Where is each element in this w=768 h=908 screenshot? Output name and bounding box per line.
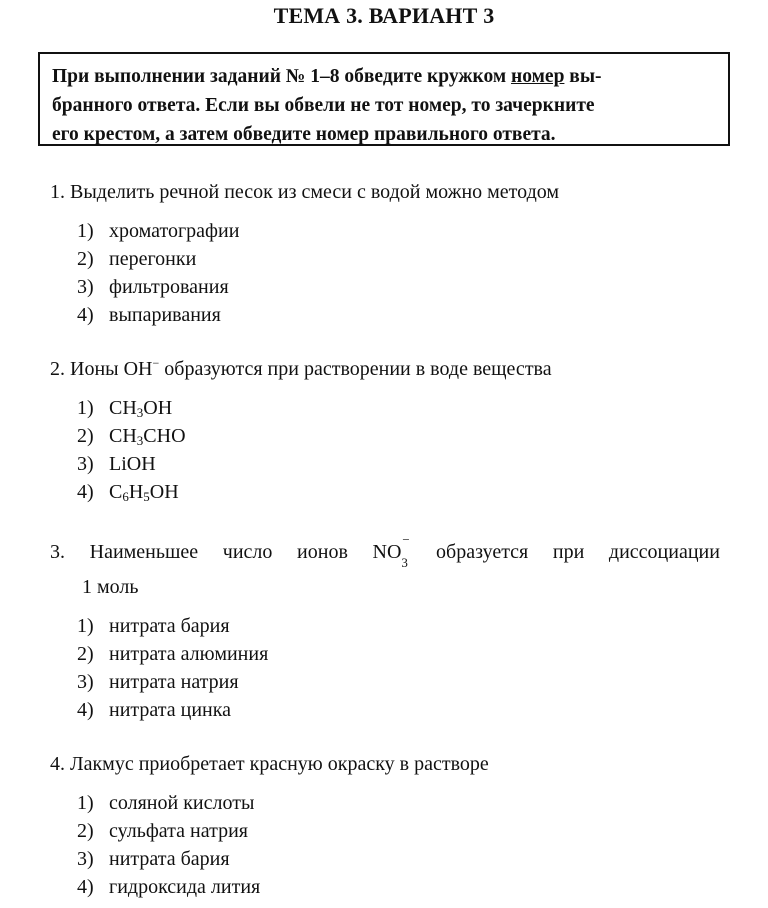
option-text: нитрата бария <box>109 848 230 870</box>
option-text: нитрата цинка <box>109 699 232 721</box>
formula-part: H <box>128 481 144 503</box>
ion-subscript: 3 <box>401 555 408 570</box>
option-number: 2) <box>77 643 94 665</box>
answer-option[interactable] <box>77 422 186 450</box>
answer-option[interactable] <box>77 217 239 245</box>
answer-option[interactable] <box>77 394 186 422</box>
option-text: нитрата натрия <box>109 671 239 693</box>
option-text: хроматографии <box>109 220 240 242</box>
answer-option[interactable] <box>77 817 260 845</box>
option-number: 4) <box>77 699 94 721</box>
ion-charge: − <box>402 532 410 547</box>
answer-option[interactable] <box>77 873 260 901</box>
formula-part: CHO <box>143 425 186 447</box>
answer-option[interactable] <box>77 696 268 724</box>
question-4: 4. Лакмус приобретает красную окраску в растворе <box>50 753 489 775</box>
question-4-options <box>77 789 260 901</box>
option-text: нитрата алюминия <box>109 643 269 665</box>
formula-subscript: 5 <box>143 489 150 504</box>
nitrate-ion-formula <box>372 532 412 570</box>
formula-part: C <box>109 481 123 503</box>
answer-option[interactable] <box>77 273 239 301</box>
question-word: диссоциации <box>608 541 720 563</box>
option-number: 1) <box>77 792 94 814</box>
question-word: при <box>552 541 585 563</box>
option-text: нитрата бария <box>109 615 230 637</box>
answer-option[interactable] <box>77 845 260 873</box>
formula-part: LiOH <box>109 453 156 475</box>
option-number: 1) <box>77 397 94 419</box>
question-3-line-2: 1 моль <box>82 576 139 598</box>
option-number: 2) <box>77 820 94 842</box>
option-text: сульфата натрия <box>109 820 248 842</box>
instruction-line-3: его крестом, а затем обведите номер правильного ответа. <box>52 124 556 145</box>
ion-indices <box>401 532 411 570</box>
instruction-underlined-word: номер <box>511 66 565 87</box>
question-text: образуются при растворении в воде вещества <box>159 358 552 380</box>
question-2 <box>50 358 552 381</box>
formula-subscript: 6 <box>122 489 129 504</box>
instruction-text: вы- <box>564 66 602 87</box>
option-number: 4) <box>77 481 94 503</box>
option-number: 3) <box>77 453 94 475</box>
instruction-line-2: бранного ответа. Если вы обвели не тот номер, то зачеркните <box>52 95 595 116</box>
answer-option[interactable] <box>77 668 268 696</box>
answer-option[interactable] <box>77 612 268 640</box>
instruction-box <box>38 52 730 146</box>
question-text: 2. Ионы OH <box>50 358 153 380</box>
option-number: 3) <box>77 848 94 870</box>
answer-option[interactable] <box>77 478 186 506</box>
option-number: 1) <box>77 220 94 242</box>
question-3 <box>50 532 720 570</box>
question-1-options <box>77 217 239 329</box>
formula-subscript: 3 <box>136 405 144 420</box>
formula-part: OH <box>149 481 179 503</box>
formula-part: CH <box>109 397 137 419</box>
answer-option[interactable] <box>77 245 239 273</box>
question-2-options <box>77 394 186 506</box>
instruction-text: При выполнении заданий № 1–8 обведите кружком <box>52 66 512 87</box>
instruction-line-1 <box>52 62 718 91</box>
option-number: 3) <box>77 671 94 693</box>
question-word: число <box>222 541 273 563</box>
option-text: перегонки <box>109 248 197 270</box>
formula-part: CH <box>109 425 137 447</box>
option-number: 2) <box>77 425 94 447</box>
option-text: выпаривания <box>109 304 221 326</box>
formula-subscript: 3 <box>136 433 144 448</box>
question-word: Наименьшее <box>89 541 199 563</box>
option-number: 3) <box>77 276 94 298</box>
option-number: 2) <box>77 248 94 270</box>
page-title: ТЕМА 3. ВАРИАНТ 3 <box>273 3 495 28</box>
answer-option[interactable] <box>77 640 268 668</box>
option-number: 4) <box>77 304 94 326</box>
option-number: 4) <box>77 876 94 898</box>
answer-option[interactable] <box>77 450 186 478</box>
formula-part: OH <box>143 397 173 419</box>
question-word: ионов <box>297 541 348 563</box>
option-text: фильтрования <box>109 276 229 298</box>
charge-superscript: − <box>152 356 160 370</box>
ion-symbol: NO <box>372 541 402 563</box>
answer-option[interactable] <box>77 301 239 329</box>
option-text: гидроксида лития <box>109 876 261 898</box>
option-text: соляной кислоты <box>109 792 255 814</box>
question-3-options <box>77 612 268 724</box>
question-word: образуется <box>436 541 529 563</box>
question-1: 1. Выделить речной песок из смеси с водой можно методом <box>50 181 560 203</box>
question-word: 3. <box>50 541 65 563</box>
answer-option[interactable] <box>77 789 260 817</box>
option-number: 1) <box>77 615 94 637</box>
